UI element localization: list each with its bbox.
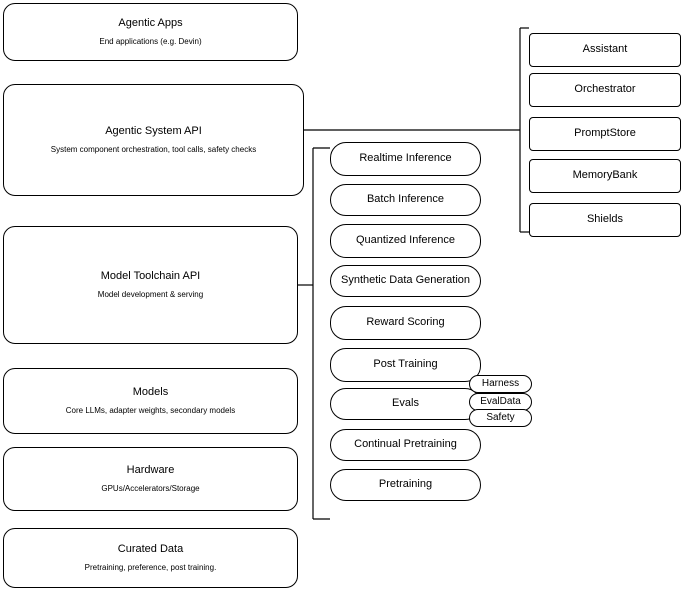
layer-title: Model Toolchain API	[100, 270, 201, 283]
stage-reward-scoring[interactable]	[330, 306, 481, 340]
eval-subitem-safety[interactable]	[469, 409, 532, 427]
stage-pretraining[interactable]	[330, 469, 481, 501]
stage-label: Continual Pretraining	[354, 438, 457, 451]
component-label: PromptStore	[574, 127, 636, 140]
stage-batch-inference[interactable]	[330, 184, 481, 216]
stage-continual-pretraining[interactable]	[330, 429, 481, 461]
component-label: Orchestrator	[574, 83, 636, 96]
layer-subtitle: Core LLMs, adapter weights, secondary models	[65, 405, 236, 415]
layer-hardware[interactable]	[3, 447, 298, 511]
stage-post-training[interactable]	[330, 348, 481, 382]
layer-title: Hardware	[126, 464, 175, 477]
layer-title: Agentic System API	[105, 125, 202, 138]
layer-title: Agentic Apps	[118, 17, 183, 30]
stage-label: Pretraining	[378, 478, 433, 491]
layer-subtitle: System component orchestration, tool calls, safety checks	[50, 144, 257, 154]
stage-evals[interactable]	[330, 388, 481, 420]
layer-curated-data[interactable]	[3, 528, 298, 588]
component-orchestrator[interactable]	[529, 73, 681, 107]
stage-label: Reward Scoring	[366, 316, 445, 329]
layer-agentic-system-api[interactable]	[3, 84, 304, 196]
layer-models[interactable]	[3, 368, 298, 434]
stage-label: Realtime Inference	[359, 152, 452, 165]
layer-title: Models	[132, 386, 169, 399]
component-memorybank[interactable]	[529, 159, 681, 193]
component-shields[interactable]	[529, 203, 681, 237]
component-label: Shields	[586, 213, 624, 226]
component-promptstore[interactable]	[529, 117, 681, 151]
eval-subitem-harness[interactable]	[469, 375, 532, 393]
stage-synthetic-data-generation[interactable]	[330, 265, 481, 297]
component-label: MemoryBank	[572, 169, 638, 182]
eval-subitem-label: Harness	[481, 377, 520, 389]
component-label: Assistant	[582, 43, 628, 56]
stage-label: Batch Inference	[366, 193, 445, 206]
layer-subtitle: End applications (e.g. Devin)	[99, 36, 202, 46]
layer-subtitle: Pretraining, preference, post training.	[84, 562, 217, 572]
eval-subitem-label: Safety	[486, 411, 515, 423]
stage-label: Post Training	[373, 358, 438, 371]
layer-agentic-apps[interactable]	[3, 3, 298, 61]
layer-title: Curated Data	[117, 543, 184, 556]
stage-realtime-inference[interactable]	[330, 142, 481, 176]
component-assistant[interactable]	[529, 33, 681, 67]
stage-quantized-inference[interactable]	[330, 224, 481, 258]
layer-model-toolchain-api[interactable]	[3, 226, 298, 344]
layer-subtitle: Model development & serving	[97, 289, 204, 299]
eval-subitem-label: EvalData	[480, 395, 521, 407]
stage-label: Synthetic Data Generation	[340, 274, 471, 287]
stage-label: Evals	[392, 397, 419, 410]
stage-label: Quantized Inference	[355, 234, 456, 247]
layer-subtitle: GPUs/Accelerators/Storage	[101, 483, 200, 493]
